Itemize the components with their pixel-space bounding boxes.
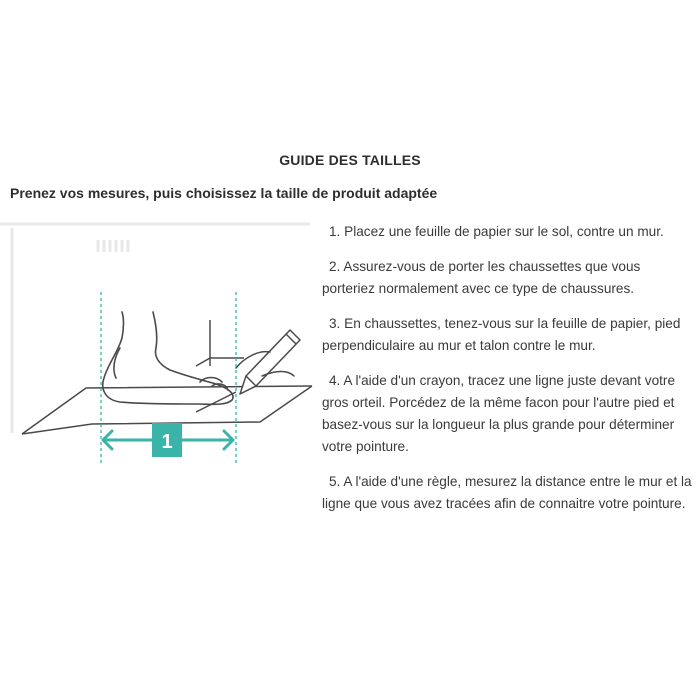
wall-background (0, 224, 310, 433)
step-item (322, 313, 694, 357)
step-item (322, 221, 694, 243)
step-number: 2. (329, 259, 341, 274)
step-text: Assurez-vous de porter les chaussettes que vous porteriez normalement avec ce type de chaussures. (322, 259, 641, 296)
foot-measurement-illustration (0, 218, 318, 480)
page-subtitle: Prenez vos mesures, puis choisissez la taille de produit adaptée (10, 185, 438, 201)
step-item (322, 471, 694, 515)
step-number: 3. (329, 316, 341, 331)
pencil-icon (240, 330, 300, 394)
step-text: Placez une feuille de papier sur le sol, contre un mur. (344, 224, 664, 239)
measure-label-badge (152, 423, 182, 457)
step-text: A l'aide d'un crayon, tracez une ligne juste devant votre gros orteil. Porcédez de la même facon pour l'autre pied et basez-vous sur la longueur la plus grande pour déterminer votre pointure. (322, 373, 676, 454)
page-title: GUIDE DES TAILLES (279, 152, 421, 168)
step-number: 5. (329, 474, 341, 489)
step-item (322, 370, 694, 458)
step-text: A l'aide d'une règle, mesurez la distance entre le mur et la ligne que vous avez tracées afin de connaitre votre pointure. (322, 474, 692, 511)
step-number: 1. (329, 224, 341, 239)
step-item (322, 256, 694, 300)
step-number: 4. (329, 373, 341, 388)
wall-corner (196, 320, 244, 366)
step-text: En chaussettes, tenez-vous sur la feuille de papier, pied perpendiculaire au mur et talon contre le mur. (322, 316, 681, 353)
measure-label: 1 (161, 431, 173, 453)
steps-list (322, 221, 694, 528)
